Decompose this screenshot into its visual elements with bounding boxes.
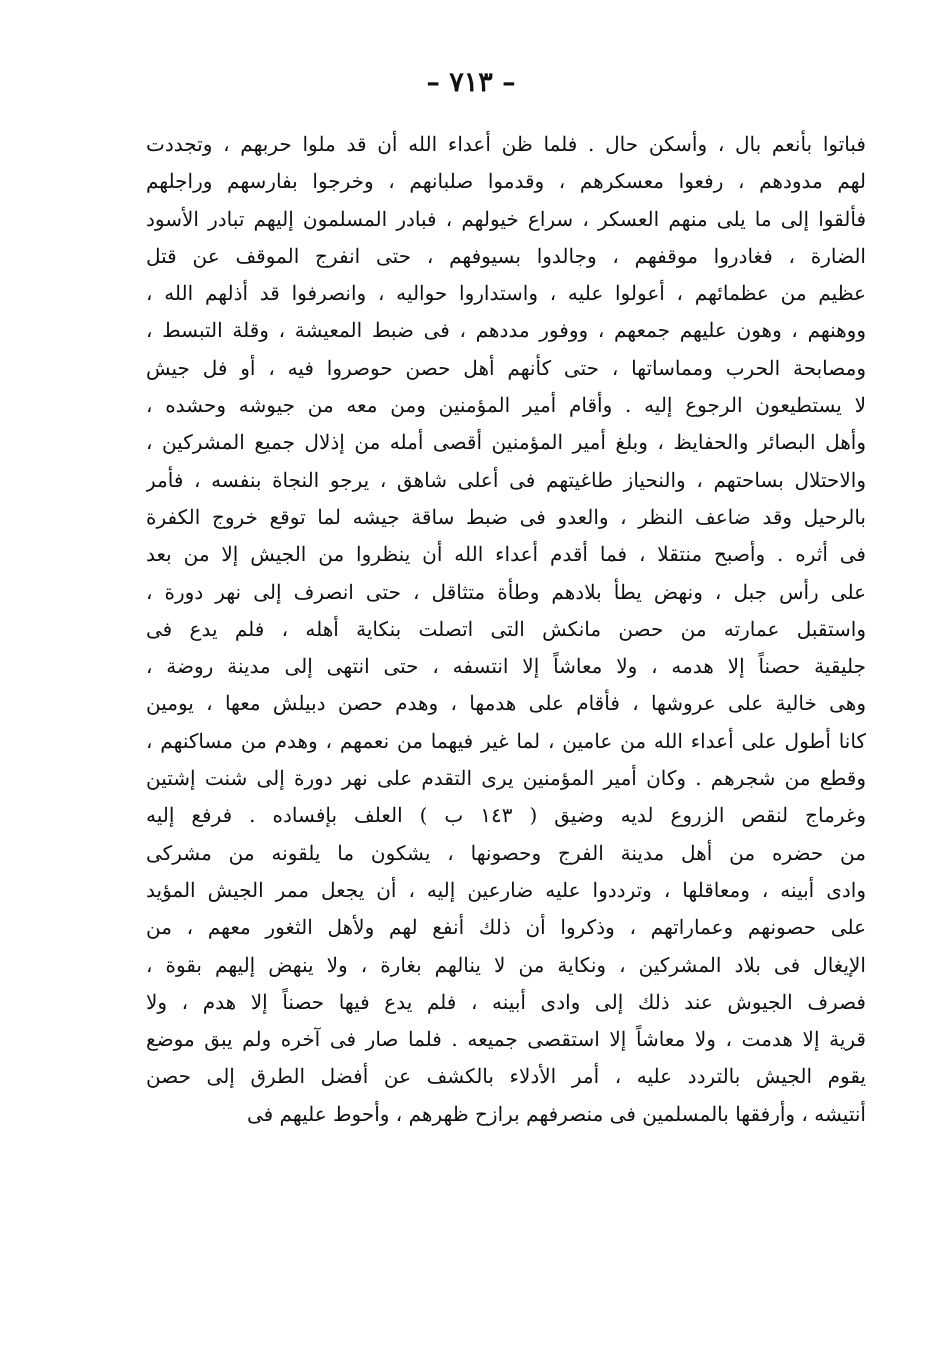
text-line: فصرف الجيوش عند ذلك إلى وادى أبينه ، فلم يدع فيها حصناً إلا هدم ، ولا — [146, 989, 866, 1014]
text-line: أنتيشه ، وأرفقها بالمسلمين فى منصرفهم برازح ظهرهم ، وأحوط عليهم فى — [246, 1101, 866, 1126]
text-line: وهى خالية على عروشها ، فأقام على هدمها ، وهدم حصن دبيلش معها ، يومين — [146, 691, 866, 716]
text-line: واستقبل عمارته من حصن مانكش التى اتصلت بنكاية أهله ، فلم يدع فى — [146, 616, 866, 641]
text-line: من حضره من أهل مدينة الفرج وحصونها ، يشكون ما يلقونه من مشركى — [146, 840, 866, 865]
text-line: ووهنهم ، وهون عليهم جمعهم ، ووفور مددهم ، فى ضبط المعيشة ، وقلة التبسط ، — [146, 318, 866, 343]
text-line: وقطع من شجرهم . وكان أمير المؤمنين يرى التقدم على نهر دورة إلى شنت إشتين — [146, 766, 866, 791]
text-line: وغرماج لنقص الزروع لديه وضيق ( ١٤٣ ب ) العلف بإفساده . فرفع إليه — [146, 803, 866, 828]
text-line: وأهل البصائر والحفايظ ، وبلغ أمير المؤمنين أقصى أمله من إذلال جميع المشركين ، — [146, 430, 866, 455]
text-line: فباتوا بأنعم بال ، وأسكن حال . فلما ظن أعداء الله أن قد ملوا حربهم ، وتجددت — [146, 132, 866, 156]
text-line: الضارة ، فغادروا موقفهم ، وجالدوا بسيوفهم ، حتى انفرج الموقف عن قتل — [146, 243, 866, 268]
text-line: عظيم من عظمائهم ، أعولوا عليه ، واستداروا حواليه ، وانصرفوا قد أذلهم الله ، — [146, 281, 866, 306]
text-line: الإيغال فى بلاد المشركين ، ونكاية من لا ينالهم بغارة ، ولا ينهض إليهم بقوة ، — [146, 952, 866, 977]
body-text — [146, 126, 866, 1133]
text-line: والاحتلال بساحتهم ، والنحياز طاغيتهم فى أعلى شاهق ، يرجو النجاة بنفسه ، فأمر — [146, 467, 866, 492]
text-line: قرية إلا هدمت ، ولا معاشاً إلا استقصى جميعه . فلما صار فى آخره ولم يبق موضع — [146, 1027, 866, 1052]
text-line: على حصونهم وعماراتهم ، وذكروا أن ذلك أنفع لهم ولأهل الثغور معهم ، من — [146, 915, 866, 940]
text-line: جليقية حصناً إلا هدمه ، ولا معاشاً إلا انتسفه ، حتى انتهى إلى مدينة روضة ، — [146, 654, 866, 679]
page-number: – ٧١٣ – — [426, 67, 516, 98]
text-line: وادى أبينه ، ومعاقلها ، وترددوا عليه ضارعين إليه ، أن يجعل ممر الجيش المؤيد — [146, 877, 866, 902]
text-line: فألقوا إلى ما يلى منهم العسكر ، سراع خيولهم ، فبادر المسلمون إليهم تبادر الأسود — [146, 206, 866, 231]
text-line: كانا أطول على أعداء الله من عامين ، لما غير فيهما من نعمهم ، وهدم من مساكنهم ، — [146, 728, 866, 753]
text-line: فى أثره . وأصبح منتقلا ، فما أقدم أعداء الله أن ينظروا من الجيش إلا من بعد — [146, 542, 866, 567]
text-line: على رأس جبل ، ونهض يطأ بلادهم وطأة متثاقل ، حتى انصرف إلى نهر دورة ، — [146, 579, 866, 604]
text-line: لا يستطيعون الرجوع إليه . وأقام أمير المؤمنين ومن معه من جيوشه وحشده ، — [146, 393, 866, 418]
text-line: ومصابحة الحرب ومماساتها ، حتى كأنهم أهل حصن حوصروا فيه ، أو فل جيش — [146, 355, 866, 380]
text-line: بالرحيل وقد ضاعف النظر ، والعدو فى ضبط ساقة جيشه لما توقع خروج الكفرة — [146, 504, 866, 529]
text-line: يقوم الجيش بالتردد عليه ، أمر الأدلاء بالكشف عن أفضل الطرق إلى حصن — [146, 1064, 866, 1089]
text-line: لهم مدودهم ، رفعوا معسكرهم ، وقدموا صلبانهم ، وخرجوا بفارسهم وراجلهم — [146, 169, 866, 194]
